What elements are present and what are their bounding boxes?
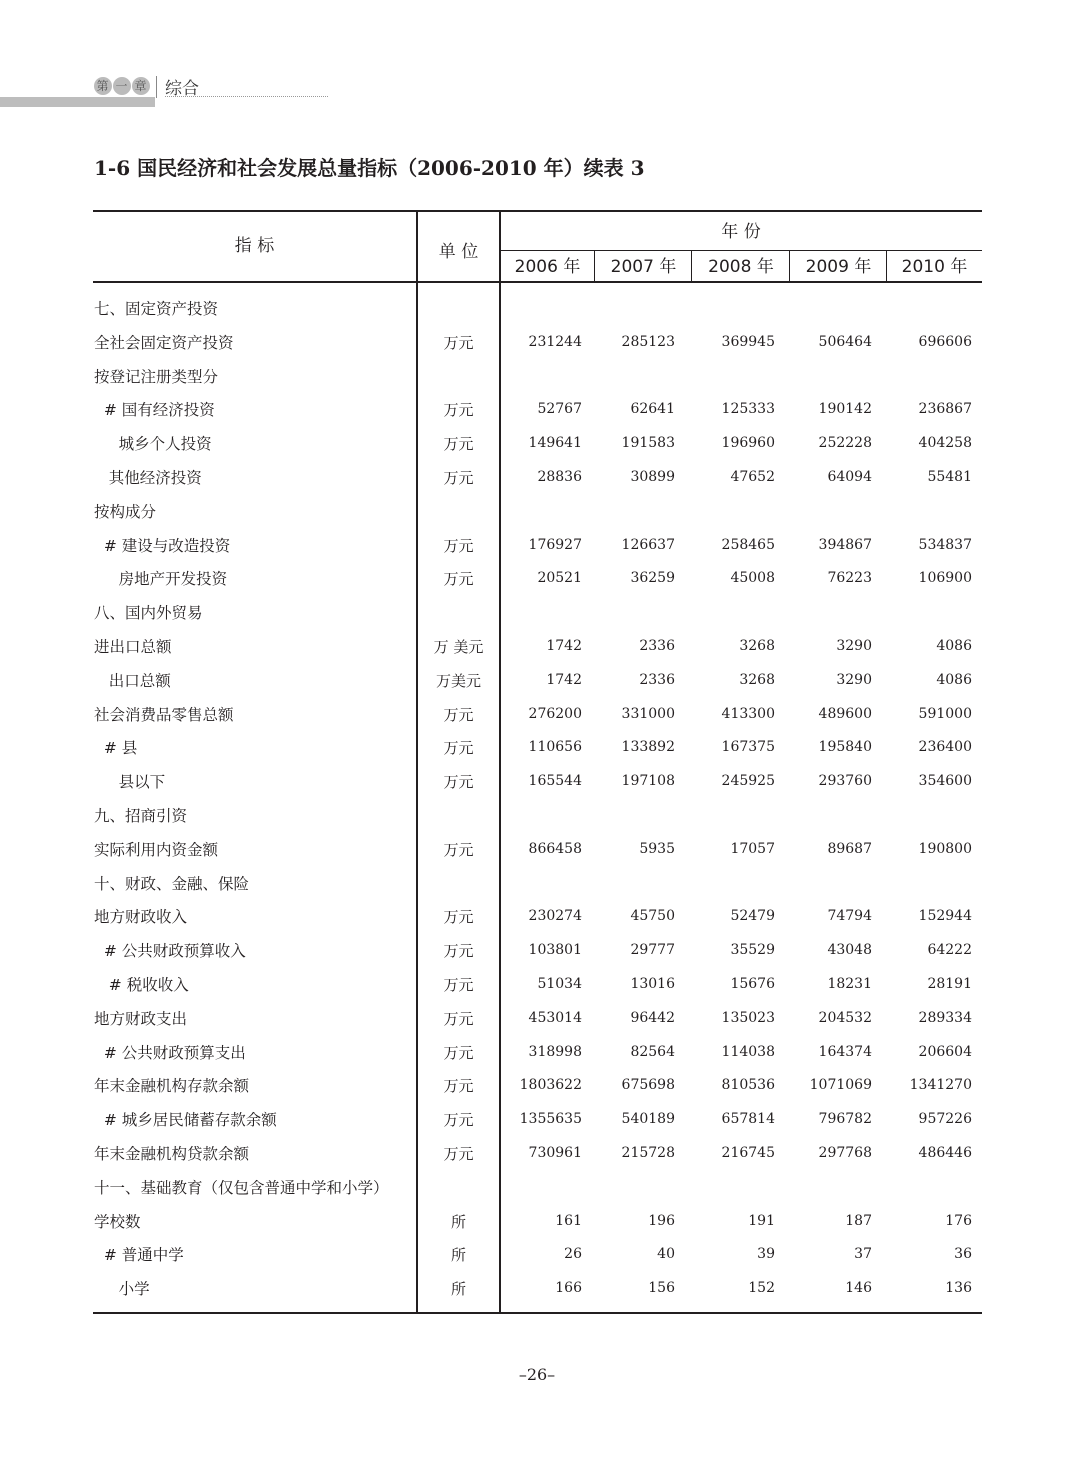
value-cell: 796782 [818,1111,872,1128]
value-cell: 36 [954,1246,972,1263]
unit-cell: 万元 [443,401,474,420]
unit-cell: 万元 [443,840,474,859]
value-cell: 43048 [827,942,872,959]
value-cell: 52767 [537,401,582,418]
value-cell: 152944 [918,908,972,925]
indicator-label: # 城乡居民储蓄存款余额 [94,1111,277,1130]
header-year-group: 年 份 [721,222,761,242]
header-unit: 单 位 [438,242,479,262]
unit-cell: 所 [450,1246,466,1265]
header-year: 2010 年 [901,257,968,277]
unit-cell: 所 [450,1212,466,1231]
value-cell: 64094 [827,469,872,485]
value-cell: 2336 [639,638,675,654]
value-cell: 55481 [927,469,972,485]
value-cell: 135023 [721,1009,775,1026]
value-cell: 190142 [818,401,872,418]
value-cell: 591000 [918,705,972,722]
chapter-char: 章 [132,77,150,95]
unit-cell: 万元 [443,1111,474,1130]
header-year: 2006 年 [514,257,581,277]
indicator-label: 全社会固定资产投资 [94,333,234,352]
value-cell: 36259 [630,570,675,587]
unit-cell: 万元 [443,773,474,792]
value-cell: 166 [555,1280,582,1297]
value-cell: 1803622 [519,1077,582,1094]
unit-cell: 万元 [443,705,474,724]
page-number: –26– [518,1365,556,1384]
chapter-char: 一 [113,77,131,95]
value-cell: 196960 [721,435,775,452]
header-divider [156,76,157,98]
unit-cell: 万元 [443,570,474,589]
value-cell: 47652 [730,469,775,485]
value-cell: 26 [564,1246,582,1263]
value-cell: 176 [945,1212,972,1229]
value-cell: 20521 [537,570,582,587]
value-cell: 82564 [630,1043,675,1060]
indicator-label: # 建设与改造投资 [94,536,231,555]
indicator-label: # 普通中学 [94,1246,184,1265]
value-cell: 696606 [918,333,972,350]
table-top-rule [93,210,982,212]
value-cell: 258465 [721,536,775,553]
value-cell: 276200 [528,705,582,722]
value-cell: 191 [748,1212,775,1229]
value-cell: 297768 [818,1145,872,1161]
value-cell: 28191 [927,976,972,992]
value-cell: 165544 [528,773,582,790]
indicator-label: # 公共财政预算收入 [94,942,246,961]
value-cell: 354600 [918,773,972,790]
page-title: 1-6 国民经济和社会发展总量指标（2006-2010 年）续表 3 [94,156,645,180]
value-cell: 4086 [936,671,972,688]
indicator-label: 地方财政收入 [94,908,188,927]
value-cell: 216745 [721,1145,775,1161]
value-cell: 167375 [721,739,775,756]
value-cell: 318998 [528,1043,582,1060]
value-cell: 289334 [918,1009,972,1026]
chapter-label [94,76,151,95]
value-cell: 3290 [836,671,872,688]
value-cell: 17057 [730,840,775,857]
value-cell: 4086 [936,638,972,654]
indicator-label: 社会消费品零售总额 [94,705,234,724]
value-cell: 89687 [827,840,872,857]
value-cell: 51034 [537,976,582,992]
value-cell: 413300 [721,705,775,722]
value-cell: 190800 [918,840,972,857]
value-cell: 252228 [818,435,872,452]
value-cell: 164374 [818,1043,872,1060]
table-bottom-rule [93,1312,982,1314]
unit-cell: 万元 [443,435,474,454]
value-cell: 453014 [528,1009,582,1026]
unit-cell: 万元 [443,1043,474,1062]
indicator-label: 出口总额 [94,671,171,690]
value-cell: 230274 [528,908,582,925]
value-cell: 540189 [621,1111,675,1128]
value-cell: 125333 [721,401,775,418]
value-cell: 74794 [827,908,872,925]
value-cell: 76223 [827,570,872,587]
value-cell: 3290 [836,638,872,654]
year-subheader-rule [500,250,982,251]
indicator-label: 城乡个人投资 [94,435,212,454]
value-cell: 331000 [621,705,675,722]
indicator-label: 地方财政支出 [94,1009,188,1028]
indicator-label: 按登记注册类型分 [94,367,219,386]
value-cell: 45008 [730,570,775,587]
indicator-label: 年末金融机构存款余额 [94,1077,250,1096]
value-cell: 161 [555,1212,582,1229]
unit-cell: 万元 [443,739,474,758]
value-cell: 106900 [918,570,972,587]
value-cell: 394867 [818,536,872,553]
value-cell: 136 [945,1280,972,1297]
value-cell: 657814 [721,1111,775,1128]
value-cell: 64222 [927,942,972,959]
indicator-label: # 税收收入 [94,976,189,994]
value-cell: 1742 [546,671,582,688]
unit-cell: 万元 [443,976,474,994]
value-cell: 13016 [630,976,675,992]
unit-cell: 万 美元 [433,638,484,656]
value-cell: 1341270 [909,1077,972,1094]
indicator-label: 九、招商引资 [94,807,188,825]
value-cell: 534837 [918,536,972,553]
value-cell: 28836 [537,469,582,485]
value-cell: 37 [854,1246,872,1263]
value-cell: 133892 [621,739,675,756]
unit-cell: 万元 [443,1145,474,1163]
value-cell: 3268 [739,671,775,688]
value-cell: 3268 [739,638,775,654]
header-bar [0,97,155,107]
indicator-label: 小学 [94,1280,150,1299]
value-cell: 96442 [630,1009,675,1026]
value-cell: 285123 [621,333,675,350]
header-year: 2008 年 [708,257,774,277]
value-cell: 62641 [630,401,675,418]
value-cell: 204532 [818,1009,872,1026]
value-cell: 45750 [630,908,675,925]
indicator-label: 十、财政、金融、保险 [94,874,250,893]
value-cell: 810536 [721,1077,775,1094]
indicator-label: 按构成分 [94,502,157,521]
value-cell: 957226 [918,1111,972,1128]
value-cell: 195840 [818,739,872,756]
value-cell: 103801 [528,942,582,959]
unit-cell: 万元 [443,908,474,927]
chapter-char: 第 [94,77,112,95]
value-cell: 236867 [918,401,972,418]
value-cell: 293760 [818,773,872,790]
value-cell: 146 [845,1280,872,1297]
value-cell: 126637 [621,536,675,553]
value-cell: 1742 [546,638,582,654]
value-cell: 866458 [528,840,582,857]
indicator-label: 进出口总额 [94,638,172,656]
unit-cell: 万元 [443,536,474,555]
value-cell: 39 [757,1246,775,1263]
value-cell: 489600 [818,705,872,722]
value-cell: 29777 [630,942,675,959]
value-cell: 197108 [621,773,675,790]
header-indicator: 指 标 [234,236,275,256]
value-cell: 18231 [827,976,872,992]
value-cell: 486446 [918,1145,972,1161]
value-cell: 52479 [730,908,775,925]
value-cell: 35529 [730,942,775,959]
value-cell: 730961 [528,1145,582,1161]
value-cell: 40 [657,1246,675,1263]
indicator-label: # 国有经济投资 [94,401,215,420]
unit-cell: 万元 [443,469,474,487]
indicator-label: 县以下 [94,773,166,792]
header-dotted-line [165,96,328,97]
header-year: 2007 年 [610,257,677,277]
value-cell: 206604 [918,1043,972,1060]
indicator-label: # 公共财政预算支出 [94,1043,246,1062]
indicator-label: 实际利用内资金额 [94,840,219,859]
indicator-label: 七、固定资产投资 [94,300,219,318]
value-cell: 156 [648,1280,675,1297]
value-cell: 2336 [639,671,675,688]
value-cell: 176927 [528,536,582,553]
unit-cell: 所 [450,1280,466,1299]
value-cell: 1355635 [519,1111,582,1128]
indicator-label: 房地产开发投资 [94,570,228,589]
value-cell: 15676 [730,976,775,992]
value-cell: 675698 [621,1077,675,1094]
value-cell: 149641 [528,435,582,452]
value-cell: 369945 [721,333,775,350]
value-cell: 114038 [721,1043,775,1060]
unit-cell: 万元 [443,1077,474,1096]
unit-cell: 万元 [443,942,474,961]
value-cell: 215728 [621,1145,675,1161]
indicator-label: 学校数 [94,1212,141,1231]
value-cell: 191583 [621,435,675,452]
unit-cell: 万美元 [435,671,481,690]
value-cell: 1071069 [809,1077,872,1094]
unit-cell: 万元 [443,1009,474,1028]
indicator-label: 十一、基础教育（仅包含普通中学和小学） [94,1178,389,1197]
section-label: 综合 [165,79,199,99]
value-cell: 30899 [630,469,675,485]
indicator-label: 其他经济投资 [94,469,202,487]
value-cell: 506464 [818,333,872,350]
value-cell: 196 [648,1212,675,1229]
indicator-label: 八、国内外贸易 [94,604,203,623]
header-bottom-rule [93,281,982,283]
indicator-label: # 县 [94,739,138,758]
value-cell: 236400 [918,739,972,756]
value-cell: 404258 [918,435,972,452]
value-cell: 231244 [528,333,582,350]
unit-cell: 万元 [443,333,474,352]
value-cell: 5935 [639,840,675,857]
value-cell: 110656 [528,739,582,756]
value-cell: 187 [845,1212,872,1229]
value-cell: 152 [748,1280,775,1297]
indicator-label: 年末金融机构贷款余额 [94,1145,250,1163]
header-year: 2009 年 [805,257,872,277]
value-cell: 245925 [721,773,775,790]
